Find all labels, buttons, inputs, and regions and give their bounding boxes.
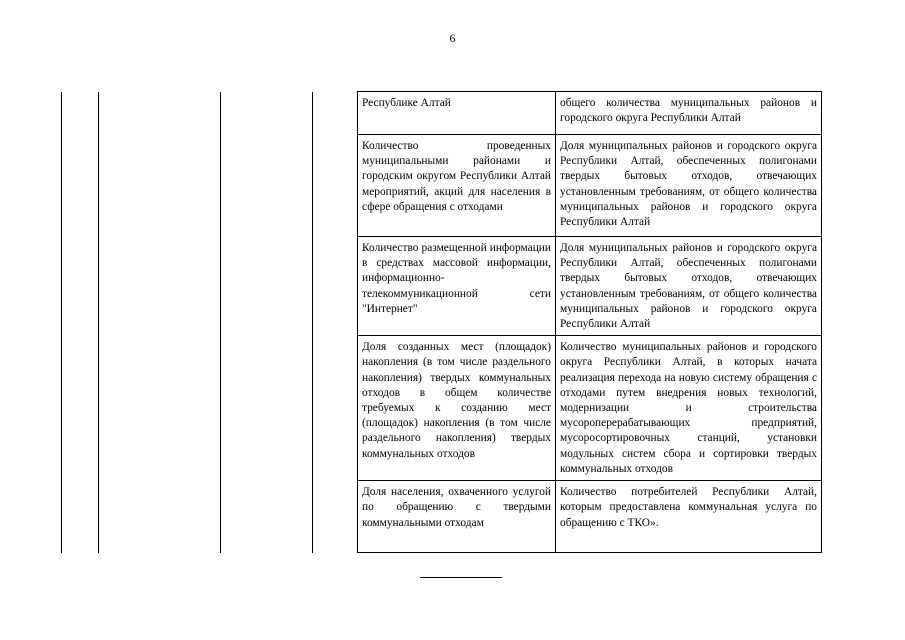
page-number: 6: [449, 31, 456, 45]
table-cell-left: Республике Алтай: [358, 92, 556, 135]
table-cell-left: Доля населения, охваченного услугой по обращению с твердыми коммунальными отходам: [358, 481, 556, 553]
column-border-1: [61, 92, 62, 553]
table-row: [358, 237, 822, 336]
table-cell-right: общего количества муниципальных районов и городского округа Республики Алтай: [556, 92, 822, 135]
footnote-separator: [420, 577, 502, 578]
table-cell-left: Количество проведенных муниципальными районами и городским округом Республики Алтай мероприятий, акций для населения в сфере обращения с отходами: [358, 135, 556, 237]
column-border-4: [312, 92, 313, 553]
table-row: [358, 92, 822, 135]
column-border-2: [98, 92, 99, 553]
column-border-3: [220, 92, 221, 553]
indicators-table: [357, 91, 822, 553]
table-cell-left: Количество размещенной информации в средствах массовой информации, информационно-телекоммуникационной сети "Интернет": [358, 237, 556, 336]
table-cell-right: Количество муниципальных районов и городского округа Республики Алтай, в которых начата реализация перехода на новую систему обращения с отходами путем внедрения новых технологий, модернизации и строительства мусороперерабатывающих предприятий, мусоросортировочных станций, установки модульных систем сбора и сортировки твердых коммунальных отходов: [556, 336, 822, 481]
table-cell-right: Доля муниципальных районов и городского округа Республики Алтай, обеспеченных полигонами твердых бытовых отходов, отвечающих установленным требованиям, от общего количества муниципальных районов и городского округа Республики Алтай: [556, 237, 822, 336]
table-row: [358, 135, 822, 237]
table-row: [358, 481, 822, 553]
table-cell-left: Доля созданных мест (площадок) накопления (в том числе раздельного накопления) твердых коммунальных отходов в общем количестве требуемых к созданию мест (площадок) накопления (в том числе раздельного накопления) твердых коммунальных отходов: [358, 336, 556, 481]
table-cell-right: Количество потребителей Республики Алтай, которым предоставлена коммунальная услуга по обращению с ТКО».: [556, 481, 822, 553]
table-cell-right: Доля муниципальных районов и городского округа Республики Алтай, обеспеченных полигонами твердых бытовых отходов, отвечающих установленным требованиям, от общего количества муниципальных районов и городского округа Республики Алтай: [556, 135, 822, 237]
table-row: [358, 336, 822, 481]
